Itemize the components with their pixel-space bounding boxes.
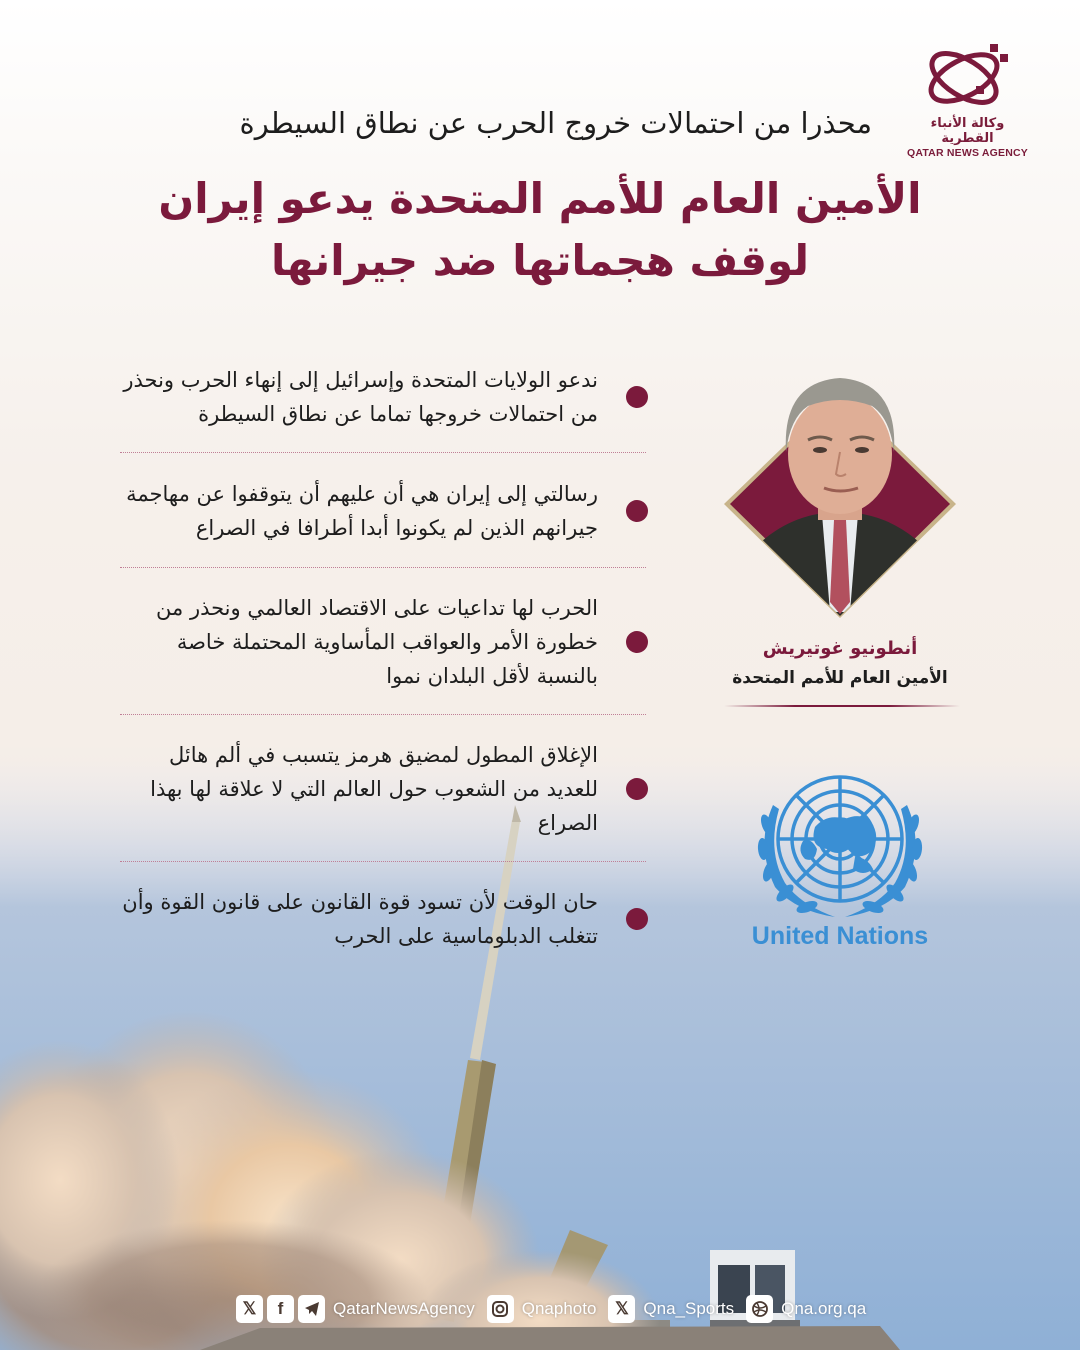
portrait-photo <box>722 362 958 620</box>
divider <box>120 714 646 715</box>
divider <box>120 861 646 862</box>
quote-text: رسالتي إلى إيران هي أن عليهم أن يتوقفوا عن مهاجمة جيرانهم الذين لم يكونوا أبدا أطرافا في الصراع <box>126 482 598 540</box>
quote-text: الإغلاق المطول لمضيق هرمز يتسبب في ألم هائل للعديد من الشعوب حول العالم التي لا علاقة لها بهذا الصراع <box>150 743 598 835</box>
web-icon[interactable] <box>746 1295 773 1323</box>
bullet-dot-icon <box>626 500 648 522</box>
un-emblem-icon <box>745 765 935 925</box>
list-item <box>120 737 648 841</box>
quote-text: ندعو الولايات المتحدة وإسرائيل إلى إنهاء الحرب ونحذر من احتمالات خروجها تماما عن نطاق السيطرة <box>123 368 598 426</box>
divider <box>120 567 646 568</box>
social-handle-qatarnewsagency[interactable]: QatarNewsAgency <box>333 1299 475 1318</box>
instagram-icon[interactable] <box>487 1295 514 1323</box>
bullet-dot-icon <box>626 386 648 408</box>
bullet-dot-icon <box>626 908 648 930</box>
kicker-subtitle: محذرا من احتمالات خروج الحرب عن نطاق السيطرة <box>239 106 872 140</box>
x-icon[interactable]: 𝕏 <box>608 1295 635 1323</box>
person-title: الأمين العام للأمم المتحدة <box>732 668 948 688</box>
list-item <box>120 475 648 547</box>
website-link[interactable]: Qna.org.qa <box>781 1299 867 1318</box>
list-item <box>120 362 648 432</box>
bullet-dot-icon <box>626 778 648 800</box>
x-icon[interactable]: 𝕏 <box>236 1295 263 1323</box>
social-handle-qnaphoto[interactable]: Qnaphoto <box>521 1299 597 1318</box>
headline-line-1: الأمين العام للأمم المتحدة يدعو إيران <box>158 174 922 223</box>
list-item <box>120 590 648 694</box>
quote-text: حان الوقت لأن تسود قوة القانون على قانون القوة وأن تتغلب الدبلوماسية على الحرب <box>122 890 598 948</box>
logo-arabic-text: وكالة الأنباء القطرية <box>930 116 1005 146</box>
bullet-dot-icon <box>626 631 648 653</box>
quote-text: الحرب لها تداعيات على الاقتصاد العالمي ونحذر من خطورة الأمر والعواقب المأساوية المحتملة خاصة بالنسبة لأقل البلدان نموا <box>156 596 598 688</box>
logo-english-text: QATAR NEWS AGENCY <box>906 147 1029 159</box>
person-name: أنطونيو غوتيريش <box>762 638 918 659</box>
quote-list <box>120 362 648 954</box>
qna-logo <box>905 40 1030 159</box>
divider <box>724 705 960 707</box>
telegram-icon[interactable] <box>298 1295 325 1323</box>
facebook-icon[interactable]: f <box>267 1295 294 1323</box>
un-label: United Nations <box>751 922 929 950</box>
social-handle-qna-sports[interactable]: Qna_Sports <box>643 1299 735 1318</box>
page-title <box>140 168 940 292</box>
qna-emblem-icon <box>920 40 1016 112</box>
list-item <box>120 884 648 954</box>
social-footer <box>236 1294 874 1324</box>
divider <box>120 452 646 453</box>
headline-line-2: لوقف هجماتها ضد جيرانها <box>270 236 810 285</box>
